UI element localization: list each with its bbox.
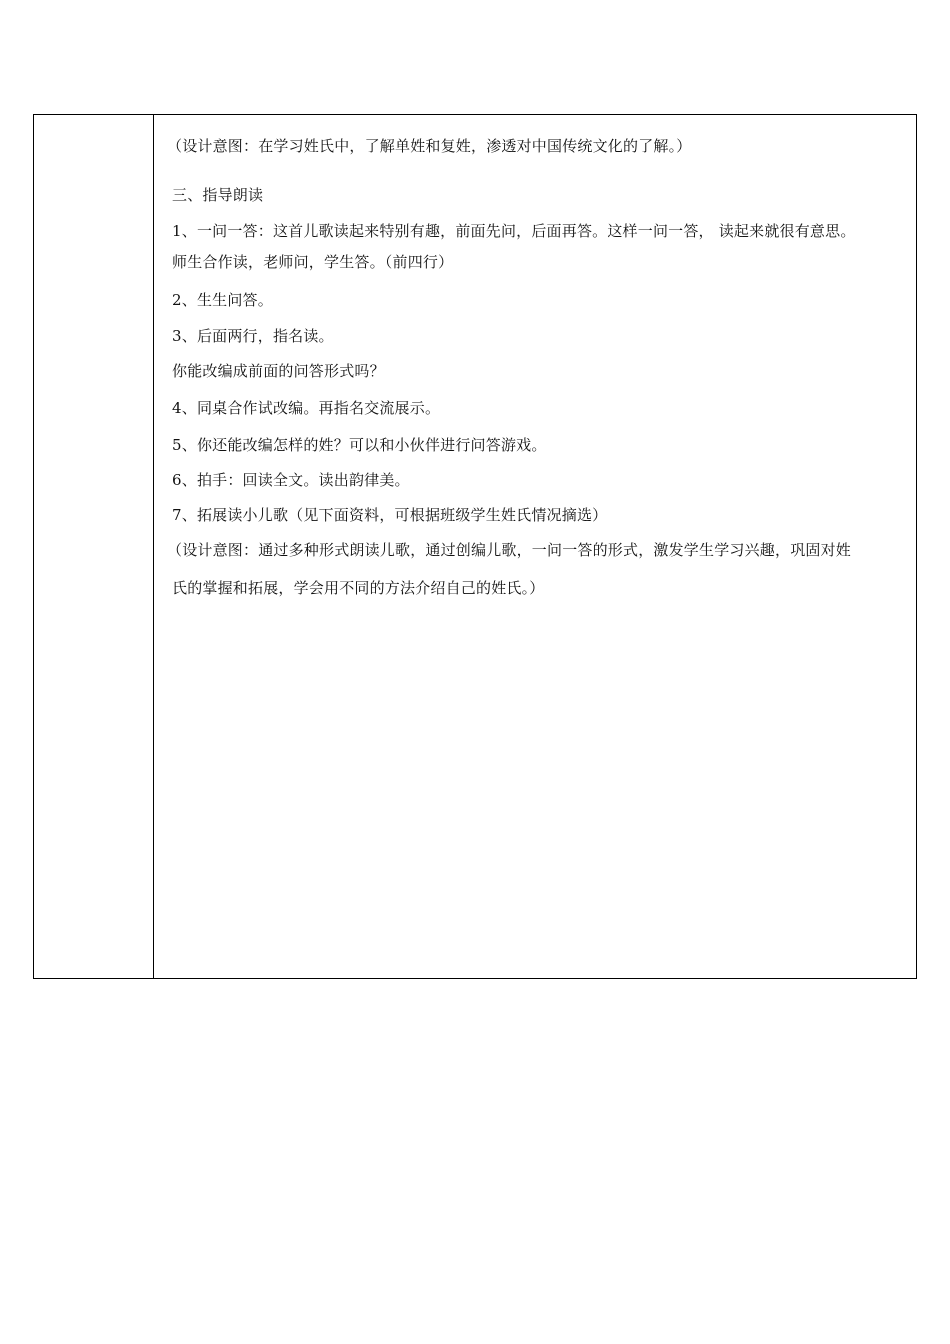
table-left-cell (34, 115, 154, 978)
design-intent-note-2-line-1: （设计意图：通过多种形式朗读儿歌，通过创编儿歌，一问一答的形式，激发学生学习兴趣，巩固对姓 (167, 541, 852, 559)
step-1-line-1: 1、一问一答：这首儿歌读起来特别有趣，前面先问，后面再答。这样一问一答， 读起来就很有意思。 (172, 222, 856, 240)
section-heading-guided-reading: 三、指导朗读 (172, 186, 264, 204)
table-content-cell (154, 115, 916, 978)
step-3: 3、后面两行，指名读。 (172, 327, 334, 345)
step-3-question: 你能改编成前面的问答形式吗？ (172, 362, 385, 380)
step-5: 5、你还能改编怎样的姓？可以和小伙伴进行问答游戏。 (172, 436, 547, 454)
step-6: 6、拍手：回读全文。读出韵律美。 (172, 471, 410, 489)
document-table (33, 114, 917, 979)
step-1-line-2: 师生合作读，老师问，学生答。（前四行） (172, 253, 454, 271)
step-7: 7、拓展读小儿歌（见下面资料，可根据班级学生姓氏情况摘选） (172, 506, 608, 524)
step-4: 4、同桌合作试改编。再指名交流展示。 (172, 399, 441, 417)
design-intent-note-2-line-2: 氏的掌握和拓展，学会用不同的方法介绍自己的姓氏。） (172, 579, 545, 597)
step-2: 2、生生问答。 (172, 291, 273, 309)
design-intent-note-1: （设计意图：在学习姓氏中，了解单姓和复姓，渗透对中国传统文化的了解。） (167, 137, 692, 155)
